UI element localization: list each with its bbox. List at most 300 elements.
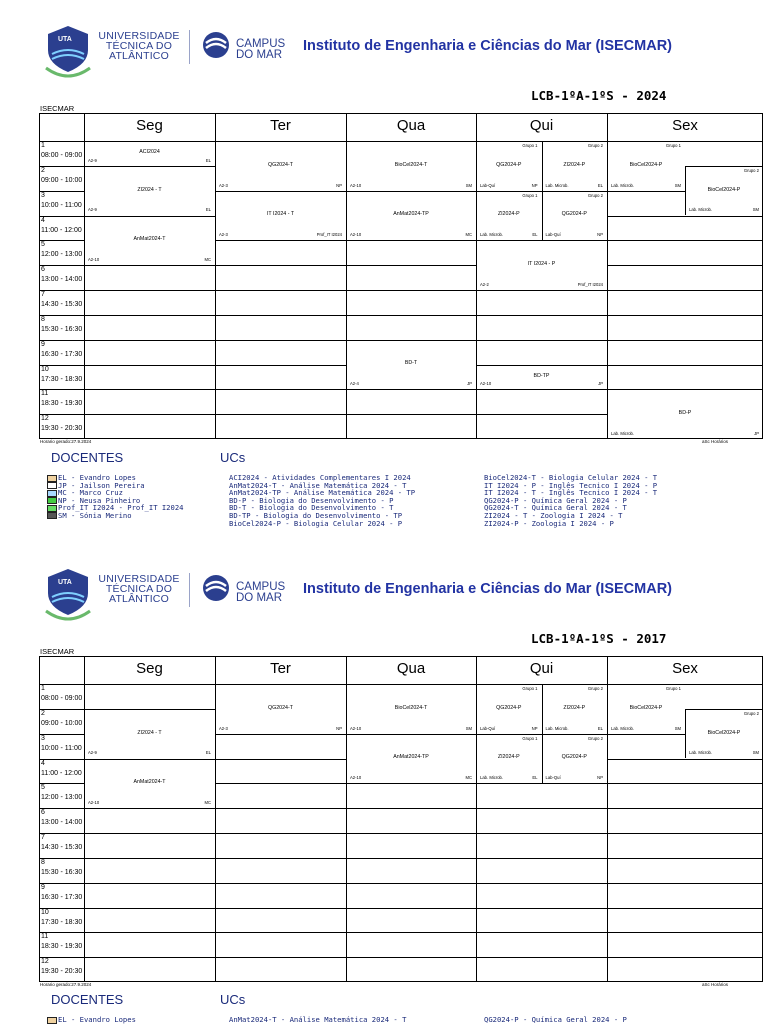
cell-room: Lab. Microb. bbox=[545, 725, 569, 731]
cell-course: AnMat2024-T bbox=[133, 236, 166, 243]
row-divider bbox=[607, 290, 763, 291]
cell-room: A2-3 bbox=[219, 232, 228, 238]
timetable-grid-bottom bbox=[39, 656, 763, 982]
uc-item: QG2024-P - Química Geral 2024 - P bbox=[484, 1015, 627, 1024]
timetable-title-top: LCB-1ºA-1ºS - 2024 bbox=[531, 88, 667, 103]
row-divider bbox=[346, 783, 476, 784]
day-header: Sex bbox=[672, 660, 698, 677]
cell-teacher: SM bbox=[674, 725, 681, 731]
docente-item bbox=[47, 512, 184, 520]
row-divider bbox=[215, 290, 346, 291]
class-cell bbox=[346, 684, 476, 734]
slot-time: 18:30 - 19:30 bbox=[41, 400, 83, 408]
row-divider bbox=[84, 340, 215, 341]
class-cell bbox=[84, 216, 215, 266]
class-cell bbox=[607, 389, 763, 439]
slot-time: 11:00 - 12:00 bbox=[41, 769, 82, 777]
row-divider bbox=[84, 414, 215, 415]
footer-left-bottom: Horario gerado:27.9.2024 bbox=[40, 982, 92, 987]
row-divider bbox=[476, 315, 607, 316]
cell-teacher: JP bbox=[754, 430, 759, 436]
institute-name: Instituto de Engenharia e Ciências do Mar (ISECMAR) bbox=[303, 581, 672, 597]
row-divider bbox=[346, 957, 476, 958]
slot-time: 17:30 - 18:30 bbox=[41, 375, 83, 383]
row-divider bbox=[607, 734, 685, 735]
ucs-heading-top: UCs bbox=[220, 450, 246, 465]
campus-name bbox=[236, 39, 285, 61]
slot-number: 1 bbox=[41, 142, 45, 149]
cell-room: A2-10 bbox=[88, 800, 100, 806]
cell-room: A2-10 bbox=[350, 232, 362, 238]
slot-time: 08:00 - 09:00 bbox=[41, 152, 83, 159]
row-divider bbox=[476, 340, 607, 341]
uc-item: IT I2024 - T - Inglês Tecnico I 2024 - T bbox=[484, 488, 658, 498]
row-divider bbox=[346, 389, 476, 390]
row-divider bbox=[476, 908, 607, 909]
cell-room: A2-9 bbox=[88, 207, 97, 213]
slot-number: 6 bbox=[41, 266, 45, 274]
row-divider bbox=[476, 932, 607, 933]
ucs-list-col2-bottom bbox=[484, 1016, 627, 1024]
time-row-divider bbox=[39, 808, 84, 809]
docente-label: NP - Neusa Pinheiro bbox=[58, 495, 141, 505]
docente-label: Prof_IT I2024 - Prof_IT I2024 bbox=[58, 503, 184, 513]
class-cell bbox=[476, 365, 607, 390]
row-divider bbox=[607, 759, 763, 760]
slot-time: 10:00 - 11:00 bbox=[41, 201, 82, 209]
slot-number: 5 bbox=[41, 784, 45, 792]
slot-time: 14:30 - 15:30 bbox=[41, 301, 83, 308]
class-cell bbox=[542, 684, 608, 734]
row-divider bbox=[84, 833, 215, 834]
slot-time: 12:00 - 13:00 bbox=[41, 794, 83, 802]
row-divider bbox=[215, 759, 346, 760]
time-row-divider bbox=[39, 759, 84, 760]
slot-time: 13:00 - 14:00 bbox=[41, 819, 83, 827]
uc-item: BD-TP - Biologia do Desenvolvimento - TP bbox=[229, 510, 403, 520]
row-divider bbox=[607, 932, 763, 933]
cell-room: A2-9 bbox=[88, 750, 97, 756]
class-cell bbox=[84, 759, 215, 809]
cell-course: BioCel2024-P bbox=[629, 704, 663, 711]
row-divider bbox=[607, 908, 763, 909]
row-divider bbox=[476, 957, 607, 958]
ucs-list-col2-top bbox=[484, 474, 657, 527]
school-label-top: ISECMAR bbox=[40, 104, 75, 113]
cell-room: A2-10 bbox=[480, 381, 492, 387]
cell-teacher: NP bbox=[531, 182, 538, 188]
cell-room: A2-3 bbox=[219, 725, 228, 731]
cell-room: Lab-Quí bbox=[480, 182, 496, 188]
docentes-list-top bbox=[47, 474, 184, 520]
cell-room: A2-10 bbox=[350, 775, 362, 781]
row-divider bbox=[215, 833, 346, 834]
color-swatch-icon bbox=[47, 505, 57, 512]
campus-logo-icon bbox=[202, 574, 230, 607]
cell-course: IT I2024 - T bbox=[266, 211, 295, 218]
university-line-2: TÉCNICA DO bbox=[105, 40, 173, 52]
row-divider bbox=[346, 240, 476, 241]
class-cell bbox=[84, 141, 215, 166]
row-divider bbox=[84, 858, 215, 859]
row-divider bbox=[476, 389, 607, 390]
cell-room: A2-10 bbox=[350, 182, 362, 188]
cell-group: Grupo 1 bbox=[665, 143, 681, 148]
uc-item: ZI2024 - T - Zoologia I 2024 - T bbox=[484, 510, 623, 520]
class-cell bbox=[84, 709, 215, 759]
row-divider bbox=[607, 340, 763, 341]
class-cell bbox=[476, 191, 542, 241]
uc-item: AnMat2024-T - Análise Matemática 2024 - T bbox=[229, 1015, 407, 1024]
slot-number: 10 bbox=[41, 365, 49, 373]
cell-teacher: NP bbox=[531, 725, 538, 731]
day-header: Seg bbox=[136, 660, 163, 677]
time-row-divider bbox=[39, 265, 84, 266]
cell-group: Grupo 2 bbox=[743, 167, 759, 173]
cell-room: Lab. Microb. bbox=[480, 775, 504, 781]
row-divider bbox=[607, 365, 763, 366]
color-swatch-icon bbox=[47, 497, 57, 504]
class-cell bbox=[476, 240, 607, 290]
ucs-list-col1-top bbox=[229, 474, 415, 527]
slot-time: 11:00 - 12:00 bbox=[41, 226, 82, 234]
row-divider bbox=[476, 883, 607, 884]
cell-teacher: SM bbox=[465, 725, 472, 731]
row-divider bbox=[476, 833, 607, 834]
color-swatch-icon bbox=[47, 475, 57, 482]
day-header: Ter bbox=[270, 117, 291, 134]
day-header: Qui bbox=[529, 660, 554, 677]
time-row-divider bbox=[39, 315, 84, 316]
time-row-divider bbox=[39, 240, 84, 241]
cell-course: ZI2024-P bbox=[563, 704, 586, 711]
row-divider bbox=[215, 240, 346, 241]
slot-number: 5 bbox=[41, 241, 45, 249]
cell-room: Lab. Microb. bbox=[611, 725, 635, 731]
cell-course: ZI2024-P bbox=[563, 161, 586, 168]
row-divider bbox=[607, 858, 763, 859]
uc-item: AnMat2024-T - Análise Matemática 2024 - T bbox=[229, 480, 407, 490]
footer-left-top: Horario gerado:27.9.2024 bbox=[40, 439, 92, 444]
cell-group: Grupo 1 bbox=[522, 192, 538, 198]
slot-number: 7 bbox=[41, 291, 45, 298]
docente-label: EL - Evandro Lopes bbox=[58, 1015, 136, 1024]
time-row-divider bbox=[39, 883, 84, 884]
day-header: Qua bbox=[396, 117, 426, 134]
cell-teacher: NP bbox=[336, 725, 342, 731]
cell-course: IT I2024 - P bbox=[527, 261, 556, 268]
docente-label: EL - Evandro Lopes bbox=[58, 473, 136, 482]
slot-time: 15:30 - 16:30 bbox=[41, 325, 83, 333]
cell-course: ZI2024 - T bbox=[137, 729, 162, 736]
cell-room: A2-4 bbox=[350, 381, 359, 387]
cell-room: Lab. Microb. bbox=[545, 182, 569, 188]
time-row-divider bbox=[39, 734, 84, 735]
cell-course: QG2024-P bbox=[561, 754, 587, 761]
row-divider bbox=[346, 808, 476, 809]
slot-number: 12 bbox=[41, 415, 49, 423]
cell-teacher: EL bbox=[205, 157, 211, 163]
row-divider bbox=[215, 883, 346, 884]
class-cell bbox=[215, 191, 346, 241]
row-divider bbox=[84, 932, 215, 933]
cell-teacher: SM bbox=[752, 750, 759, 756]
cell-teacher: NP bbox=[597, 775, 603, 781]
university-name bbox=[96, 31, 182, 61]
row-divider bbox=[84, 957, 215, 958]
row-divider bbox=[215, 414, 346, 415]
color-swatch-icon bbox=[47, 1017, 57, 1024]
cell-course: ZI2024 - T bbox=[137, 186, 162, 193]
time-row-divider bbox=[39, 340, 84, 341]
cell-teacher: EL bbox=[205, 207, 211, 213]
cell-group: Grupo 2 bbox=[587, 143, 603, 148]
class-cell bbox=[607, 141, 685, 191]
cell-course: QG2024-T bbox=[267, 704, 294, 711]
row-divider bbox=[346, 908, 476, 909]
cell-room: Lab. Microb. bbox=[689, 207, 713, 213]
cell-teacher: EL bbox=[532, 232, 538, 238]
cell-group: Grupo 2 bbox=[587, 192, 603, 198]
cell-room: Lab. Microb. bbox=[611, 182, 635, 188]
day-header: Qua bbox=[396, 660, 426, 677]
slot-time: 15:30 - 16:30 bbox=[41, 868, 83, 876]
cell-group: Grupo 1 bbox=[522, 735, 538, 741]
uc-item: ACI2024 - Atividades Complementares I 2024 bbox=[229, 473, 411, 482]
class-cell bbox=[346, 734, 476, 784]
cell-teacher: EL bbox=[205, 750, 211, 756]
slot-time: 08:00 - 09:00 bbox=[41, 695, 83, 702]
slot-number: 12 bbox=[41, 958, 49, 966]
row-divider bbox=[476, 414, 607, 415]
university-line-3: ATLÂNTICO bbox=[109, 593, 169, 605]
cell-teacher: MC bbox=[465, 775, 472, 781]
row-divider bbox=[346, 833, 476, 834]
row-divider bbox=[607, 265, 763, 266]
cell-teacher: MC bbox=[465, 232, 472, 238]
row-divider bbox=[215, 908, 346, 909]
color-swatch-icon bbox=[47, 482, 57, 489]
row-divider bbox=[476, 783, 607, 784]
class-cell bbox=[542, 141, 608, 191]
class-cell bbox=[685, 166, 763, 216]
row-divider bbox=[607, 883, 763, 884]
cell-room: Lab. Microb. bbox=[480, 232, 504, 238]
campus-line-2: DO MAR bbox=[236, 49, 282, 61]
cell-teacher: SM bbox=[674, 182, 681, 188]
ucs-heading-bottom: UCs bbox=[220, 992, 246, 1007]
time-row-divider bbox=[39, 166, 84, 167]
row-divider bbox=[215, 957, 346, 958]
slot-time: 13:00 - 14:00 bbox=[41, 276, 83, 284]
timetable-grid-top bbox=[39, 113, 763, 439]
slot-time: 10:00 - 11:00 bbox=[41, 744, 82, 752]
slot-number: 11 bbox=[41, 933, 49, 941]
row-divider bbox=[476, 290, 607, 291]
header-top bbox=[0, 0, 768, 90]
cell-group: Grupo 1 bbox=[665, 686, 681, 691]
docentes-heading-bottom: DOCENTES bbox=[51, 992, 124, 1007]
class-cell bbox=[346, 191, 476, 241]
cell-teacher: EL bbox=[597, 182, 603, 188]
row-divider bbox=[84, 883, 215, 884]
slot-time: 12:00 - 13:00 bbox=[41, 251, 83, 259]
color-swatch-icon bbox=[47, 512, 57, 519]
time-row-divider bbox=[39, 709, 84, 710]
institute-name: Instituto de Engenharia e Ciências do Mar (ISECMAR) bbox=[303, 38, 672, 54]
row-divider bbox=[84, 908, 215, 909]
row-divider bbox=[476, 808, 607, 809]
row-divider bbox=[215, 389, 346, 390]
footer-right-bottom: aSc Horários bbox=[702, 982, 729, 987]
slot-number: 10 bbox=[41, 908, 49, 916]
slot-time: 19:30 - 20:30 bbox=[41, 968, 83, 976]
class-cell bbox=[685, 709, 763, 759]
day-header: Ter bbox=[270, 660, 291, 677]
row-divider bbox=[346, 315, 476, 316]
row-divider bbox=[346, 858, 476, 859]
class-cell bbox=[542, 734, 608, 784]
docentes-heading-top: DOCENTES bbox=[51, 450, 124, 465]
cell-course: BioCel2024-T bbox=[394, 161, 428, 168]
slot-time: 18:30 - 19:30 bbox=[41, 943, 83, 951]
slot-number: 11 bbox=[41, 390, 49, 398]
cell-course: BioCel2024-P bbox=[707, 729, 741, 736]
row-divider bbox=[346, 414, 476, 415]
campus-name bbox=[236, 582, 285, 604]
class-cell bbox=[215, 684, 346, 734]
time-row-divider bbox=[39, 858, 84, 859]
row-divider bbox=[215, 365, 346, 366]
class-cell bbox=[476, 684, 542, 734]
slot-time: 19:30 - 20:30 bbox=[41, 425, 83, 433]
row-divider bbox=[84, 389, 215, 390]
class-cell bbox=[476, 734, 542, 784]
cell-teacher: Prof_IT I2024 bbox=[316, 232, 342, 238]
class-cell bbox=[346, 141, 476, 191]
cell-group: Grupo 2 bbox=[587, 686, 603, 691]
uc-item: QG2024-T - Química Geral 2024 - T bbox=[484, 503, 627, 513]
cell-room: A2-10 bbox=[350, 725, 362, 731]
uc-item: AnMat2024-TP - Análise Matemática 2024 - TP bbox=[229, 488, 416, 498]
row-divider bbox=[607, 808, 763, 809]
row-divider bbox=[476, 858, 607, 859]
row-divider bbox=[215, 340, 346, 341]
uc-item: BioCel2024-T - Biologia Celular 2024 - T bbox=[484, 473, 658, 482]
cell-teacher: MC bbox=[204, 800, 211, 806]
row-divider bbox=[215, 932, 346, 933]
cell-course: BD-P bbox=[678, 410, 692, 417]
day-header: Sex bbox=[672, 117, 698, 134]
cell-course: ZI2024-P bbox=[497, 754, 520, 761]
logo-divider bbox=[189, 573, 190, 607]
slot-time: 16:30 - 17:30 bbox=[41, 350, 83, 358]
cell-course: BioCel2024-P bbox=[629, 161, 663, 168]
row-divider bbox=[346, 932, 476, 933]
time-row-divider bbox=[39, 191, 84, 192]
university-seal-icon bbox=[44, 567, 92, 630]
cell-course: AnMat2024-TP bbox=[393, 754, 429, 761]
slot-number: 2 bbox=[41, 166, 45, 174]
university-seal-icon bbox=[44, 24, 92, 87]
cell-course: QG2024-T bbox=[267, 161, 294, 168]
slot-number: 1 bbox=[41, 685, 45, 692]
cell-course: QG2024-P bbox=[496, 704, 522, 711]
cell-teacher: EL bbox=[597, 725, 603, 731]
cell-teacher: MC bbox=[204, 257, 211, 263]
row-divider bbox=[84, 265, 215, 266]
slot-number: 6 bbox=[41, 809, 45, 817]
cell-room: Lab. Microb. bbox=[611, 430, 635, 436]
cell-teacher: JP bbox=[467, 381, 472, 387]
row-divider bbox=[215, 808, 346, 809]
class-cell bbox=[476, 141, 542, 191]
docentes-list-bottom bbox=[47, 1016, 136, 1024]
uc-item: QG2024-P - Química Geral 2024 - P bbox=[484, 495, 627, 505]
uc-item: BD-T - Biologia do Desenvolvimento - T bbox=[229, 503, 394, 513]
slot-number: 4 bbox=[41, 759, 45, 767]
row-divider bbox=[215, 265, 346, 266]
row-divider bbox=[215, 858, 346, 859]
campus-line-2: DO MAR bbox=[236, 592, 282, 604]
slot-number: 3 bbox=[41, 191, 45, 199]
campus-line-1: CAMPUS bbox=[236, 38, 286, 50]
seal-text: UTA bbox=[58, 36, 72, 43]
slot-number: 9 bbox=[41, 883, 45, 891]
university-line-1: UNIVERSIDADE bbox=[98, 30, 180, 42]
slot-time: 16:30 - 17:30 bbox=[41, 893, 83, 901]
uc-item: ZI2024-P - Zoologia I 2024 - P bbox=[484, 518, 614, 528]
logo-divider bbox=[189, 30, 190, 64]
university-name bbox=[96, 574, 182, 604]
cell-room: Lab-Quí bbox=[545, 775, 561, 781]
slot-number: 4 bbox=[41, 216, 45, 224]
slot-time: 14:30 - 15:30 bbox=[41, 844, 83, 851]
slot-number: 3 bbox=[41, 734, 45, 742]
uc-item: BD-P - Biologia do Desenvolvimento - P bbox=[229, 495, 394, 505]
row-divider bbox=[84, 290, 215, 291]
university-line-3: ATLÂNTICO bbox=[109, 50, 169, 62]
cell-teacher: NP bbox=[597, 232, 603, 238]
slot-number: 7 bbox=[41, 834, 45, 841]
seal-text: UTA bbox=[58, 579, 72, 586]
cell-course: AnMat2024-TP bbox=[393, 211, 429, 218]
cell-room: A2-3 bbox=[219, 182, 228, 188]
class-cell bbox=[542, 191, 608, 241]
cell-course: QG2024-P bbox=[561, 211, 587, 218]
row-divider bbox=[607, 216, 763, 217]
time-row-divider bbox=[39, 833, 84, 834]
row-divider bbox=[346, 883, 476, 884]
docente-item bbox=[47, 1016, 136, 1024]
slot-time: 09:00 - 10:00 bbox=[41, 176, 83, 184]
cell-teacher: EL bbox=[532, 775, 538, 781]
uc-item: IT I2024 - P - Inglês Tecnico I 2024 - P bbox=[484, 480, 658, 490]
class-cell bbox=[215, 141, 346, 191]
row-divider bbox=[215, 734, 346, 735]
cell-course: BioCel2024-T bbox=[394, 704, 428, 711]
cell-room: A2-2 bbox=[480, 281, 489, 287]
slot-number: 8 bbox=[41, 858, 45, 866]
cell-teacher: JP bbox=[598, 381, 603, 387]
cell-room: A2-10 bbox=[88, 257, 100, 263]
class-cell bbox=[607, 684, 685, 734]
cell-course: ACI2024 bbox=[139, 149, 160, 156]
timetable-title-bottom: LCB-1ºA-1ºS - 2017 bbox=[531, 631, 667, 646]
cell-group: Grupo 1 bbox=[522, 143, 538, 148]
header-bottom bbox=[0, 543, 768, 633]
row-divider bbox=[607, 783, 763, 784]
